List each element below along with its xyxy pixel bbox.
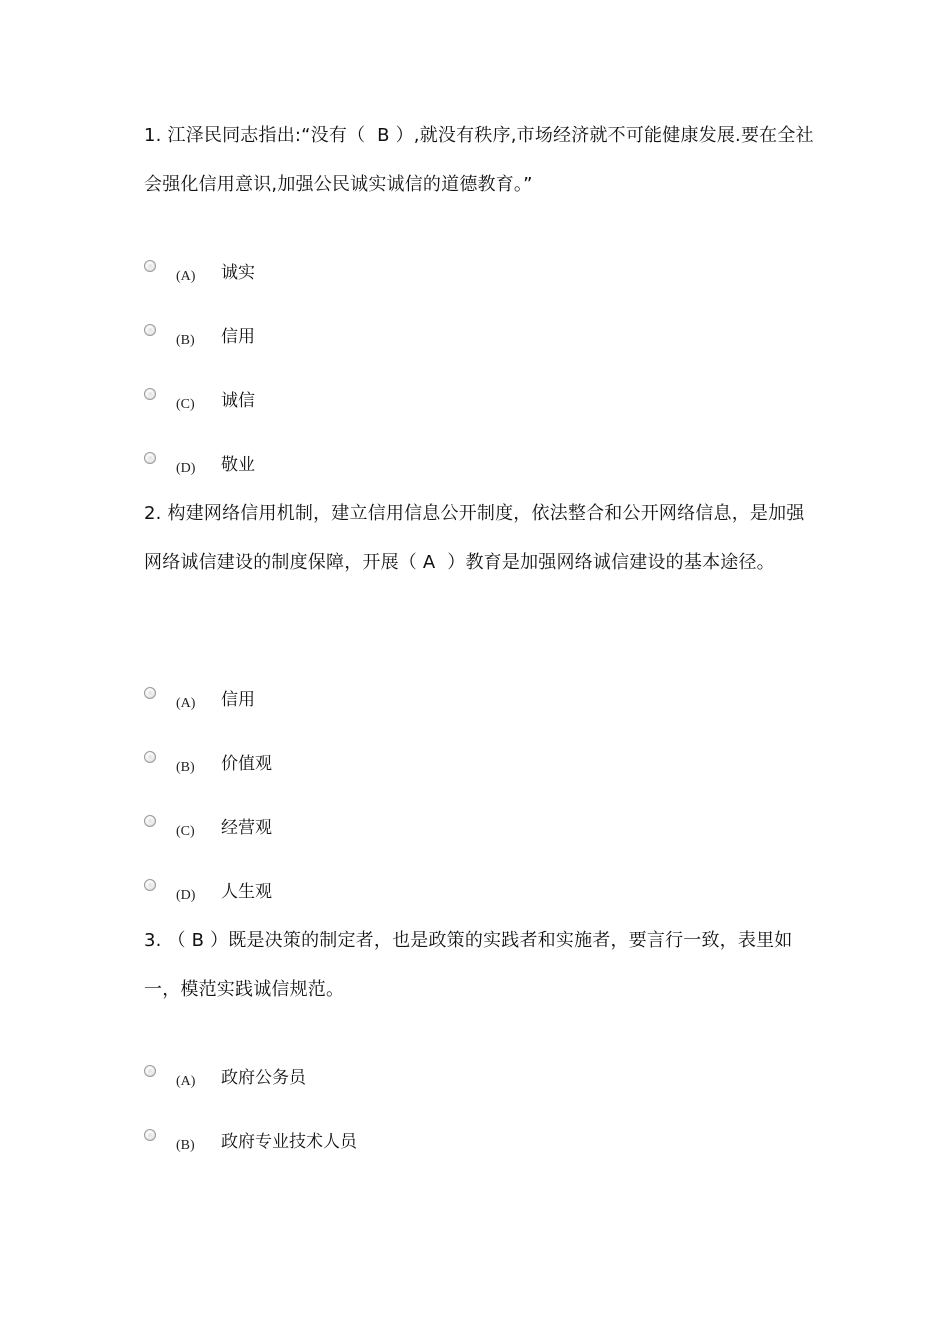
option-letter: (C) xyxy=(176,824,195,839)
question-1-text: 1. 江泽民同志指出:“没有（ B ）,就没有秩序,市场经济就不可能健康发展.要在全社会强化信用意识,加强公民诚实诚信的道德教育。” xyxy=(144,125,814,195)
question-2-option-a[interactable] xyxy=(144,685,544,717)
option-text: 经营观 xyxy=(221,818,272,838)
option-letter: (A) xyxy=(176,1074,196,1089)
option-text: 人生观 xyxy=(221,882,272,902)
radio-button-icon[interactable] xyxy=(144,388,156,400)
option-letter: (A) xyxy=(176,696,196,711)
question-2-option-d[interactable] xyxy=(144,877,544,909)
option-letter: (C) xyxy=(176,397,195,412)
question-1-option-c[interactable] xyxy=(144,386,544,418)
question-3-option-a[interactable] xyxy=(144,1063,544,1095)
option-letter: (B) xyxy=(176,333,195,348)
question-2-text: 2. 构建网络信用机制，建立信用信息公开制度，依法整合和公开网络信息，是加强网络诚信建设的制度保障，开展（ A ）教育是加强网络诚信建设的基本途径。 xyxy=(144,503,805,573)
option-text: 诚信 xyxy=(221,391,255,411)
option-text: 信用 xyxy=(221,327,255,347)
question-1-option-b[interactable] xyxy=(144,322,544,354)
radio-button-icon[interactable] xyxy=(144,452,156,464)
option-text: 信用 xyxy=(221,690,255,710)
option-text: 诚实 xyxy=(221,263,255,283)
option-letter: (B) xyxy=(176,1138,195,1153)
radio-button-icon[interactable] xyxy=(144,687,156,699)
question-2-option-b[interactable] xyxy=(144,749,544,781)
option-letter: (D) xyxy=(176,461,196,476)
radio-button-icon[interactable] xyxy=(144,260,156,272)
option-letter: (A) xyxy=(176,269,196,284)
option-text: 政府公务员 xyxy=(221,1068,306,1088)
radio-button-icon[interactable] xyxy=(144,1065,156,1077)
question-2-option-c[interactable] xyxy=(144,813,544,845)
question-3-text: 3. （ B ）既是决策的制定者，也是政策的实践者和实施者，要言行一致，表里如一，模范实践诚信规范。 xyxy=(144,930,793,1000)
radio-button-icon[interactable] xyxy=(144,324,156,336)
question-1-option-a[interactable] xyxy=(144,258,544,290)
option-letter: (D) xyxy=(176,888,196,903)
radio-button-icon[interactable] xyxy=(144,751,156,763)
radio-button-icon[interactable] xyxy=(144,815,156,827)
question-3-option-b[interactable] xyxy=(144,1127,544,1159)
question-1-option-d[interactable] xyxy=(144,450,544,482)
radio-button-icon[interactable] xyxy=(144,1129,156,1141)
option-text: 敬业 xyxy=(221,455,255,475)
option-text: 政府专业技术人员 xyxy=(221,1132,357,1152)
option-text: 价值观 xyxy=(221,754,272,774)
radio-button-icon[interactable] xyxy=(144,879,156,891)
option-letter: (B) xyxy=(176,760,195,775)
